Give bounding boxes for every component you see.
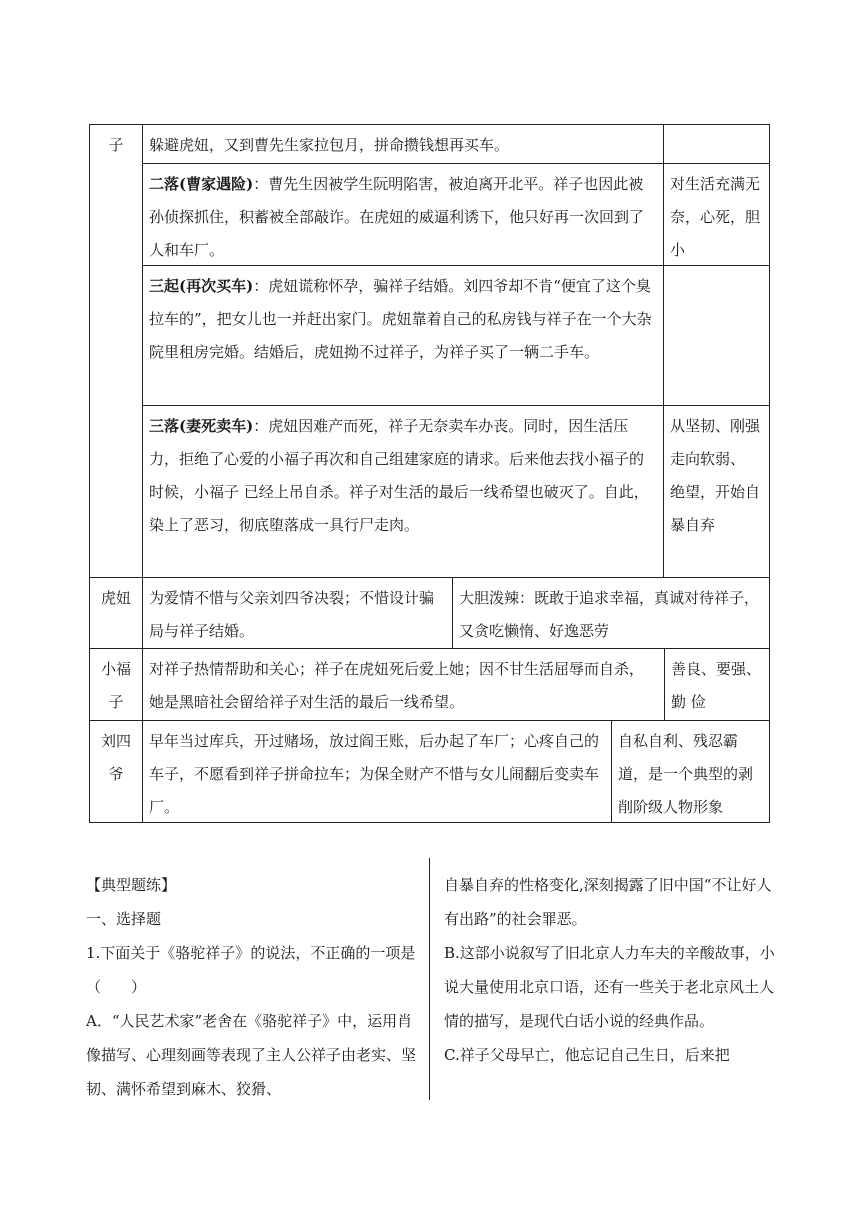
- plot-cell-huniu: 为爱情不惜与父亲刘四爷决裂；不惜设计骗局与祥子结婚。: [142, 577, 453, 649]
- section-title: 一、选择题: [86, 910, 162, 928]
- question-1: 1.下面关于《骆驼祥子》的说法，不正确的一项是（ ）: [86, 944, 416, 996]
- option-b: B.这部小说叙写了旧北京人力车夫的辛酸故事，小说大量使用北京口语，还有一些关于老北京风土人情的描写，是现代白话小说的经典作品。: [444, 944, 775, 1030]
- plot-cell-row2: 三起(再次买车)：虎妞谎称怀孕，骗祥子结婚。刘四爷却不肯“便宜了这个臭拉车的”，把女儿也一并赶出家门。虎妞靠着自己的私房钱与祥子在一个大杂院里租房完婚。结婚后，虎妞拗不过祥子，为祥子买了一辆二手车。: [142, 265, 664, 406]
- column-divider: [429, 858, 430, 1100]
- trait-cell-huniu: 大胆泼辣：既敢于追求幸福，真诚对待祥子，又贪吃懒惰、好逸恶劳: [452, 577, 770, 649]
- trait-cell-row0: [663, 124, 770, 164]
- exercise-heading: 【典型题练】: [86, 876, 177, 894]
- trait-cell-liusiye: 自私自利、残忍霸道，是一个典型的剥削阶级人物形象: [611, 720, 770, 823]
- plot-cell-row1: 二落(曹家遇险)：曹先生因被学生阮明陷害，被迫离开北平。祥子也因此被孙侦探抓住，积蓄被全部敲诈。在虎妞的威逼利诱下，他只好再一次回到了人和车厂。: [142, 163, 664, 266]
- name-cell-huniu: 虎妞: [89, 577, 143, 649]
- plot-cell-xiaofuzi: 对祥子热情帮助和关心；祥子在虎妞死后爱上她；因不甘生活屈辱而自杀，她是黑暗社会留给祥子对生活的最后一线希望。: [142, 648, 665, 721]
- exercise-right-column: [444, 868, 780, 1072]
- trait-cell-xiaofuzi: 善良、要强、勤 俭: [664, 648, 770, 721]
- name-cell-liusiye: 刘四爷: [89, 720, 143, 823]
- plot-cell-row0: 躲避虎妞，又到曹先生家拉包月，拼命攒钱想再买车。: [142, 124, 664, 164]
- option-a-continued: 自暴自弃的性格变化,深刻揭露了旧中国“不让好人有出路”的社会罪恶。: [444, 876, 772, 928]
- trait-cell-row1: 对生活充满无奈，心死，胆小: [663, 163, 770, 266]
- name-cell-xiaofuzi: 小福子: [89, 648, 143, 721]
- plot-cell-row3: 三落(妻死卖车)：虎妞因难产而死，祥子无奈卖车办丧。同时，因生活压力，拒绝了心爱的小福子再次和自己组建家庭的请求。后来他去找小福子的时候，小福子 已经上吊自杀。祥子对生活的最后一线希望也破灭了。自此，染上了恶习，彻底堕落成一具行尸走肉。: [142, 405, 664, 578]
- option-c: C.祥子父母早亡，他忘记自己生日，后来把: [444, 1046, 730, 1064]
- stage-label: 三起(再次买车): [149, 277, 254, 295]
- name-cell-xiangzi: 子: [89, 124, 143, 578]
- stage-label: 三落(妻死卖车): [149, 417, 254, 435]
- trait-cell-row3: 从坚韧、刚强走向软弱、 绝望，开始自暴自弃: [663, 405, 770, 578]
- exercise-left-column: [86, 868, 418, 1106]
- plot-cell-liusiye: 早年当过库兵，开过赌场，放过阎王账，后办起了车厂；心疼自己的车子，不愿看到祥子拼命拉车；为保全财产不惜与女儿闹翻后变卖车厂。: [142, 720, 612, 823]
- stage-label: 二落(曹家遇险): [149, 175, 254, 193]
- trait-cell-row2: [663, 265, 770, 406]
- option-a: A．“人民艺术家”老舍在《骆驼祥子》中，运用肖像描写、心理刻画等表现了主人公祥子由老实、坚韧、满怀希望到麻木、狡猾、: [86, 1012, 417, 1098]
